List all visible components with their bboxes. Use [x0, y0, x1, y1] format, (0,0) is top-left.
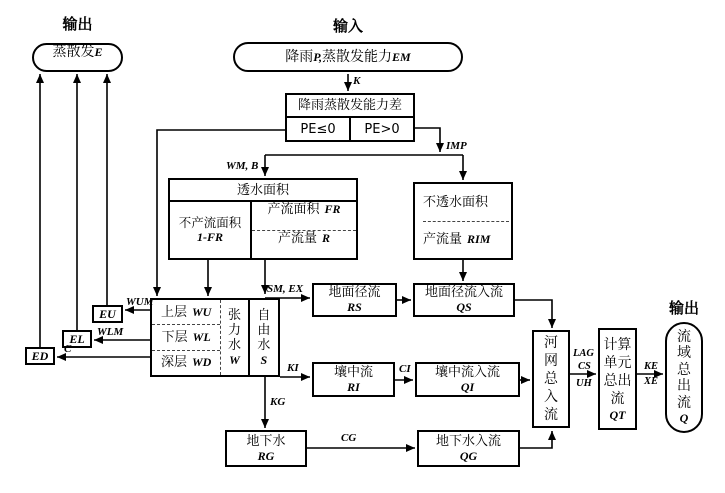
input-text-2: 蒸散发能力 [322, 48, 393, 65]
edge-label-c: C [64, 343, 72, 355]
river-network-inflow-text: 河网总入流 [544, 335, 558, 423]
impervious-runoff-var: RIM [467, 232, 491, 247]
edge-label-wm-b: WM, B [226, 160, 259, 172]
non-runoff-var: 1-FR [196, 230, 223, 244]
interflow-inflow-node [415, 362, 520, 397]
edge-label-wlm: WLM [97, 326, 124, 338]
pe-difference-title: 降雨蒸散发能力差 [287, 95, 413, 118]
edge-label-xe: XE [644, 376, 659, 387]
surface-runoff-text: 地面径流 [328, 285, 381, 300]
interflow-text: 壤中流 [333, 364, 373, 380]
runoff-area-text: 产流面积 [267, 202, 320, 217]
basin-outflow-node [665, 322, 703, 433]
basin-outflow-var: Q [679, 411, 689, 426]
lower-layer-cell [152, 325, 220, 350]
edge-label-imp: IMP [446, 140, 467, 152]
output-label-left: 输出 [62, 15, 93, 33]
groundwater-inflow-var: QG [459, 448, 478, 463]
free-water-text: 自由水 [257, 307, 271, 353]
free-water-var: S [260, 352, 268, 367]
lower-layer-var: WL [192, 329, 211, 344]
free-water-cell [248, 300, 278, 375]
edge-label-ki: KI [287, 362, 299, 374]
upper-layer-var: WU [192, 304, 212, 319]
edge-label-ke: KE [644, 361, 659, 372]
impervious-area-title: 不透水面积 [423, 184, 509, 222]
input-var-1: P, [313, 49, 323, 64]
input-var-2: EM [392, 49, 411, 64]
soil-water-node [150, 298, 280, 377]
runoff-area-var: FR [324, 202, 341, 216]
tension-water-var: W [229, 352, 240, 367]
surface-runoff-node [312, 283, 397, 317]
unit-outflow-node [598, 328, 637, 430]
runoff-area-cell [252, 202, 356, 231]
unit-outflow-var: QT [609, 407, 626, 422]
impervious-area-node [413, 182, 513, 260]
edge-label-cs: CS [578, 361, 591, 372]
edge-label-ci: CI [399, 363, 411, 375]
interflow-inflow-var: QI [460, 379, 475, 394]
surface-runoff-var: RS [347, 300, 362, 314]
surface-inflow-text: 地面径流入流 [424, 285, 503, 300]
interflow-inflow-text: 壤中流入流 [434, 364, 500, 380]
deep-layer-text: 深层 [160, 355, 187, 371]
runoff-amount-text: 产流量 [277, 230, 317, 246]
pervious-area-title: 透水面积 [170, 180, 356, 202]
unit-outflow-text: 计算单元总出流 [603, 336, 632, 407]
edge-label-lag: LAG [573, 348, 594, 359]
pe-le-zero-cell: PE≤0 [300, 121, 336, 137]
groundwater-inflow-text: 地下水入流 [435, 433, 501, 449]
interflow-var: RI [347, 379, 360, 394]
interflow-node [312, 362, 395, 397]
input-label: 输入 [332, 17, 363, 35]
non-runoff-text: 不产流面积 [178, 215, 242, 230]
upper-layer-text: 上层 [160, 304, 187, 320]
basin-outflow-text: 流域总出流 [677, 328, 691, 411]
edge-label-k: K [353, 75, 361, 87]
evaporation-var: E [94, 45, 103, 59]
groundwater-inflow-node [417, 430, 520, 467]
evaporation-node [32, 43, 123, 72]
eu-node: EU [92, 305, 123, 323]
output-label-right: 输出 [668, 299, 699, 317]
upper-layer-cell [152, 300, 220, 325]
tension-water-text: 张力水 [227, 307, 241, 353]
input-text-1: 降雨 [285, 48, 314, 65]
deep-layer-cell [152, 351, 220, 375]
edge-label-uh: UH [576, 378, 592, 389]
deep-layer-var: WD [192, 355, 212, 370]
input-node [233, 42, 463, 72]
pe-gt-zero-cell: PE>0 [349, 118, 413, 140]
ed-node: ED [25, 347, 55, 365]
edge-label-cg: CG [341, 432, 357, 444]
edge-label-kg: KG [270, 396, 286, 408]
impervious-runoff-cell [423, 222, 490, 259]
tension-water-cell [220, 300, 247, 375]
edge-label-sm-ex: SM, EX [267, 283, 304, 295]
groundwater-node [225, 430, 307, 467]
evaporation-text: 蒸散发 [52, 44, 95, 60]
runoff-amount-cell [252, 231, 356, 259]
non-runoff-area-cell [170, 202, 252, 258]
groundwater-var: RG [257, 448, 275, 463]
el-node: EL [62, 330, 92, 348]
edge-label-wum: WUM [126, 296, 154, 308]
river-network-inflow-node [532, 330, 570, 428]
lower-layer-text: 下层 [161, 329, 188, 345]
groundwater-text: 地下水 [246, 433, 286, 449]
surface-inflow-node [413, 283, 515, 317]
runoff-amount-var: R [322, 230, 331, 245]
pervious-area-node [168, 178, 358, 260]
impervious-runoff-text: 产流量 [423, 232, 463, 248]
surface-inflow-var: QS [456, 300, 472, 314]
pe-difference-node [285, 93, 415, 142]
